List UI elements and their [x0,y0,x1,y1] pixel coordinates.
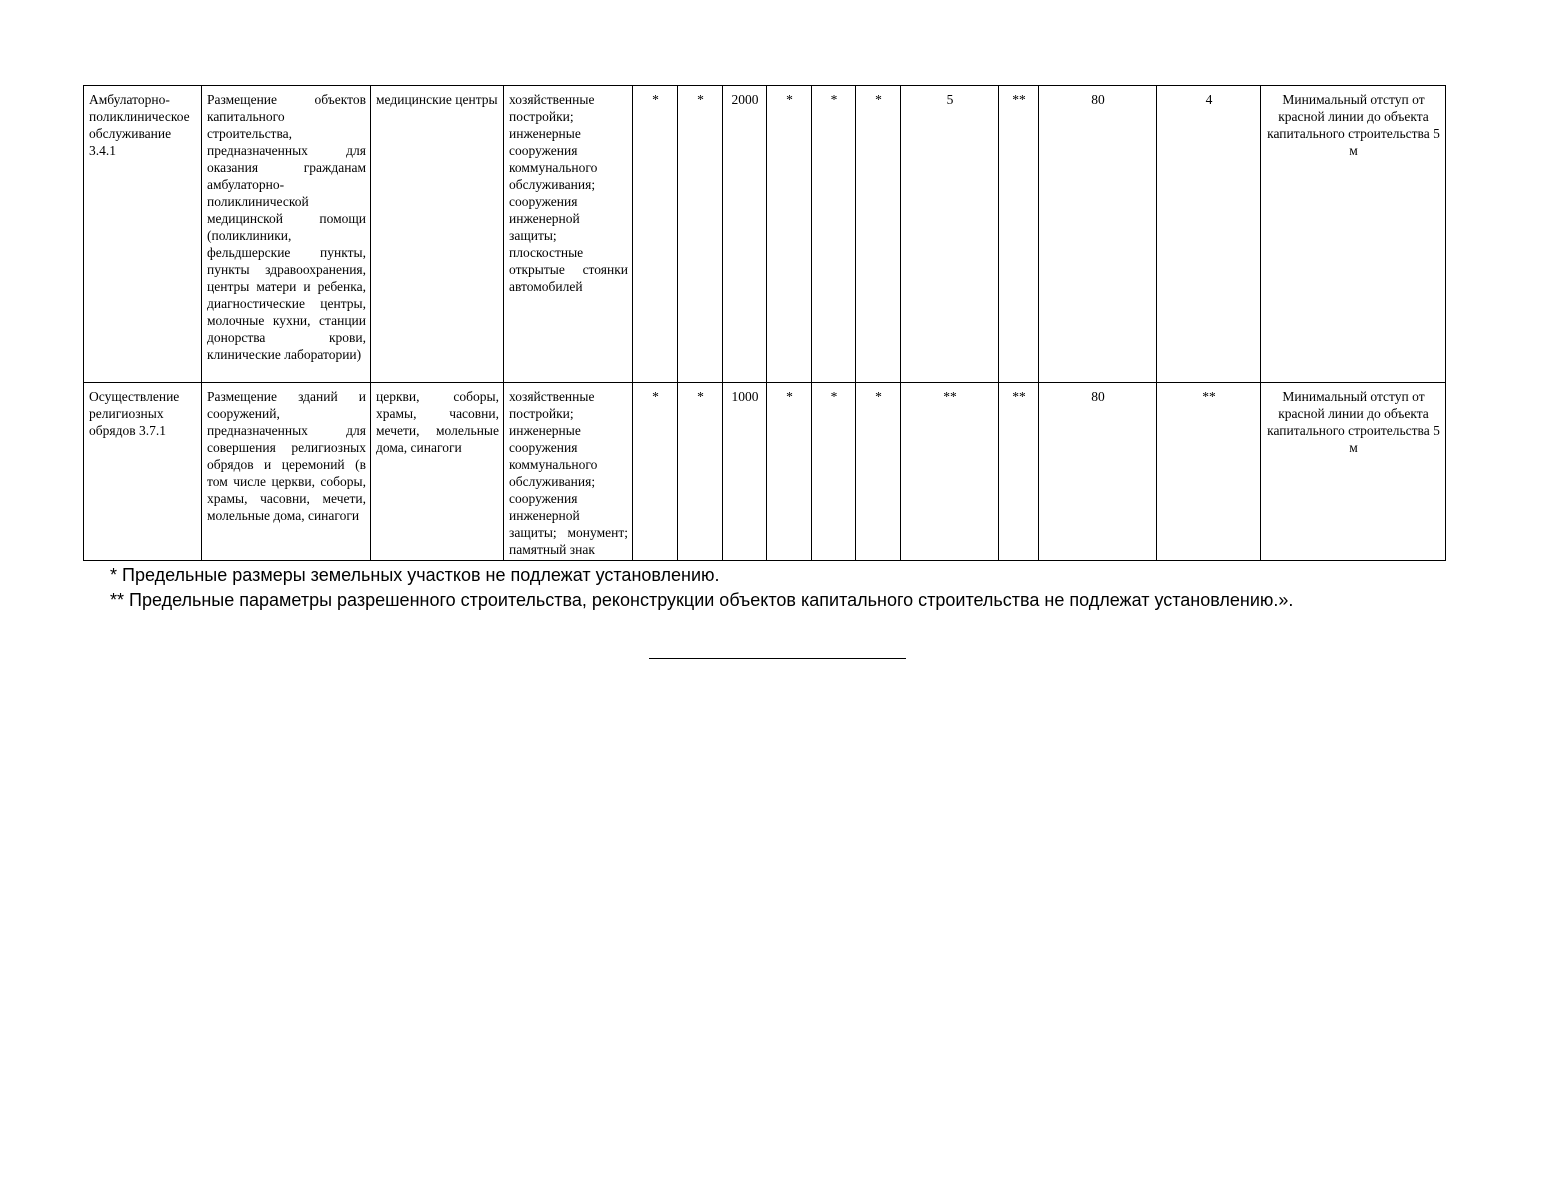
regulations-table [83,85,1446,561]
param-cell: * [767,86,812,383]
param-cell: 5 [901,86,999,383]
param-cell: * [633,86,678,383]
param-cell: 4 [1157,86,1261,383]
footnote-single-asterisk: * Предельные размеры земельных участков не подлежат установлению. [110,565,720,585]
param-cell: * [678,383,723,561]
param-cell: 2000 [723,86,767,383]
main-use-cell: церкви, соборы, храмы, часовни, мечети, молельные дома, синагоги [371,383,504,561]
table-row [84,86,1446,383]
land-use-kind-cell: Амбулаторно-поликлиническое обслуживание 3.4.1 [84,86,202,383]
description-cell: Размещение зданий и сооружений, предназначенных для совершения религиозных обрядов и церемоний (в том числе церкви, соборы, храмы, часовни, мечети, молельные дома, синагоги [202,383,371,561]
param-cell: 80 [1039,383,1157,561]
land-use-kind-cell: Осуществление религиозных обрядов 3.7.1 [84,383,202,561]
end-divider-line [649,658,906,659]
param-cell: 1000 [723,383,767,561]
table-row [84,383,1446,561]
param-cell: ** [901,383,999,561]
note-cell: Минимальный отступ от красной линии до объекта капитального строительства 5 м [1261,383,1446,561]
footnotes [110,563,1293,613]
auxiliary-use-cell: хозяйственные постройки; инженерные сооружения коммунального обслуживания; сооружения инженерной защиты; плоскостные открытые стоянки автомобилей [504,86,633,383]
auxiliary-use-cell: хозяйственные постройки; инженерные сооружения коммунального обслуживания; сооружения инженерной защиты; монумент; памятный знак [504,383,633,561]
param-cell: * [812,86,856,383]
param-cell: ** [1157,383,1261,561]
param-cell: * [856,86,901,383]
param-cell: ** [999,383,1039,561]
main-use-cell: медицинские центры [371,86,504,383]
param-cell: * [767,383,812,561]
param-cell: * [856,383,901,561]
param-cell: 80 [1039,86,1157,383]
param-cell: ** [999,86,1039,383]
description-cell: Размещение объектов капитального строительства, предназначенных для оказания гражданам амбулаторно-поликлинической медицинской помощи (поликлиники, фельдшерские пункты, пункты здравоохранения, центры матери и ребенка, диагностические центры, молочные кухни, станции донорства крови, клинические лаборатории) [202,86,371,383]
footnote-double-asterisk: ** Предельные параметры разрешенного строительства, реконструкции объектов капитального строительства не подлежат установлению.». [110,590,1294,610]
note-cell: Минимальный отступ от красной линии до объекта капитального строительства 5 м [1261,86,1446,383]
param-cell: * [678,86,723,383]
param-cell: * [633,383,678,561]
param-cell: * [812,383,856,561]
